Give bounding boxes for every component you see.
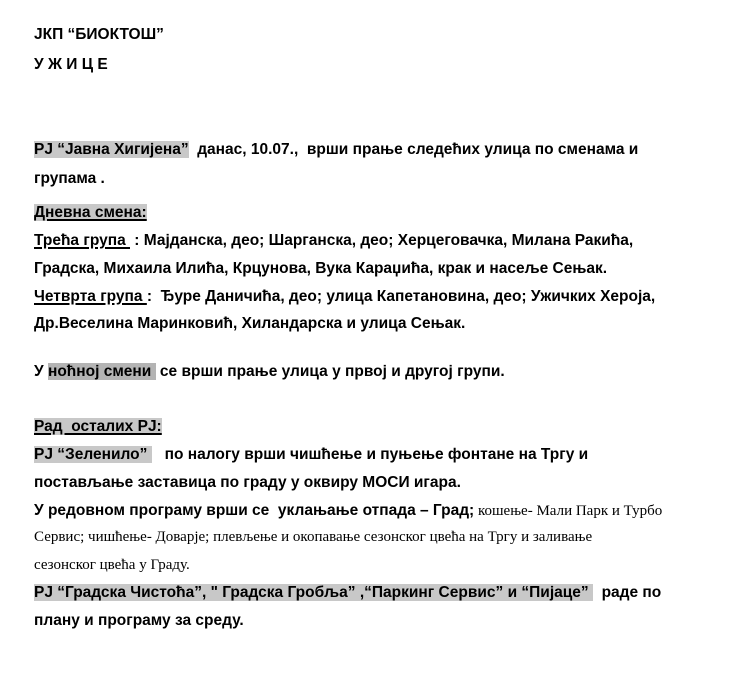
unit-zelenilo: РЈ “Зеленило” [34,446,152,463]
unit-javna-higijena: РЈ “Јавна Хигијена” [34,141,189,158]
group3-streets-1: : Мајданска, део; Шарганска, део; Херцеговачка, Милана Ракића, [130,232,634,249]
zelenilo-line-1 [34,446,588,464]
other-units-text-1: раде по [592,584,662,601]
night-shift-pre: У [34,363,48,380]
city-name: У Ж И Ц Е [34,56,108,73]
other-units-line-2: плану и програму за среду. [34,612,244,629]
group3-label: Трећа група [34,232,130,249]
intro-line-2: групама . [34,170,105,187]
regular-program-line-3: сезонског цвећа у Граду. [34,557,190,573]
night-shift-line [34,363,505,381]
zelenilo-line-2: постављање заставица по граду у оквиру МОСИ игара. [34,474,461,491]
org-name: ЈКП “БИОКТОШ” [34,26,164,43]
intro-line-1 [34,141,638,159]
regular-program-line-2: Сервис; чишћење- Доварје; плевљење и окопавање сезонског цвећа на Тргу и заливање [34,529,593,545]
group3-line-2: Градска, Михаила Илића, Крцунова, Вука Караџића, крак и насеље Сењак. [34,260,608,277]
others-heading [34,418,162,436]
regular-program-line-1 [34,502,662,520]
unit-others: РЈ “Градска Чистоћа”, " Градска Гробља” ,“Паркинг Сервис” и “Пијаце” [34,584,593,601]
group4-label: Четврта група [34,288,147,305]
regular-program-bold: У редовном програму врши се уклањање отпада – Град; [34,502,475,519]
regular-program-serif-1: кошење- Мали Парк и Турбо [474,503,663,519]
day-shift-heading-text: Дневна смена: [34,204,147,221]
others-heading-text: Рад осталих РЈ: [34,418,162,435]
other-units-line-1 [34,584,661,602]
group4-line-2: Др.Веселина Маринковић, Хиландарска и улица Сењак. [34,315,466,332]
night-shift-post: се врши прање улица у првој и другој групи. [155,363,505,380]
zelenilo-text-1: по налогу врши чишћење и пуњење фонтане на Тргу и [151,446,589,463]
intro-line-1-rest: данас, 10.07., врши прање следећих улица по сменама и [188,141,639,158]
day-shift-heading [34,204,147,222]
night-shift-highlight: ноћној смени [47,363,156,380]
group4-streets-1: : Ђуре Даничића, део; улица Капетановина, део; Ужичких Хероја, [146,288,656,305]
group4-line-1 [34,288,655,306]
group3-line-1 [34,232,633,250]
